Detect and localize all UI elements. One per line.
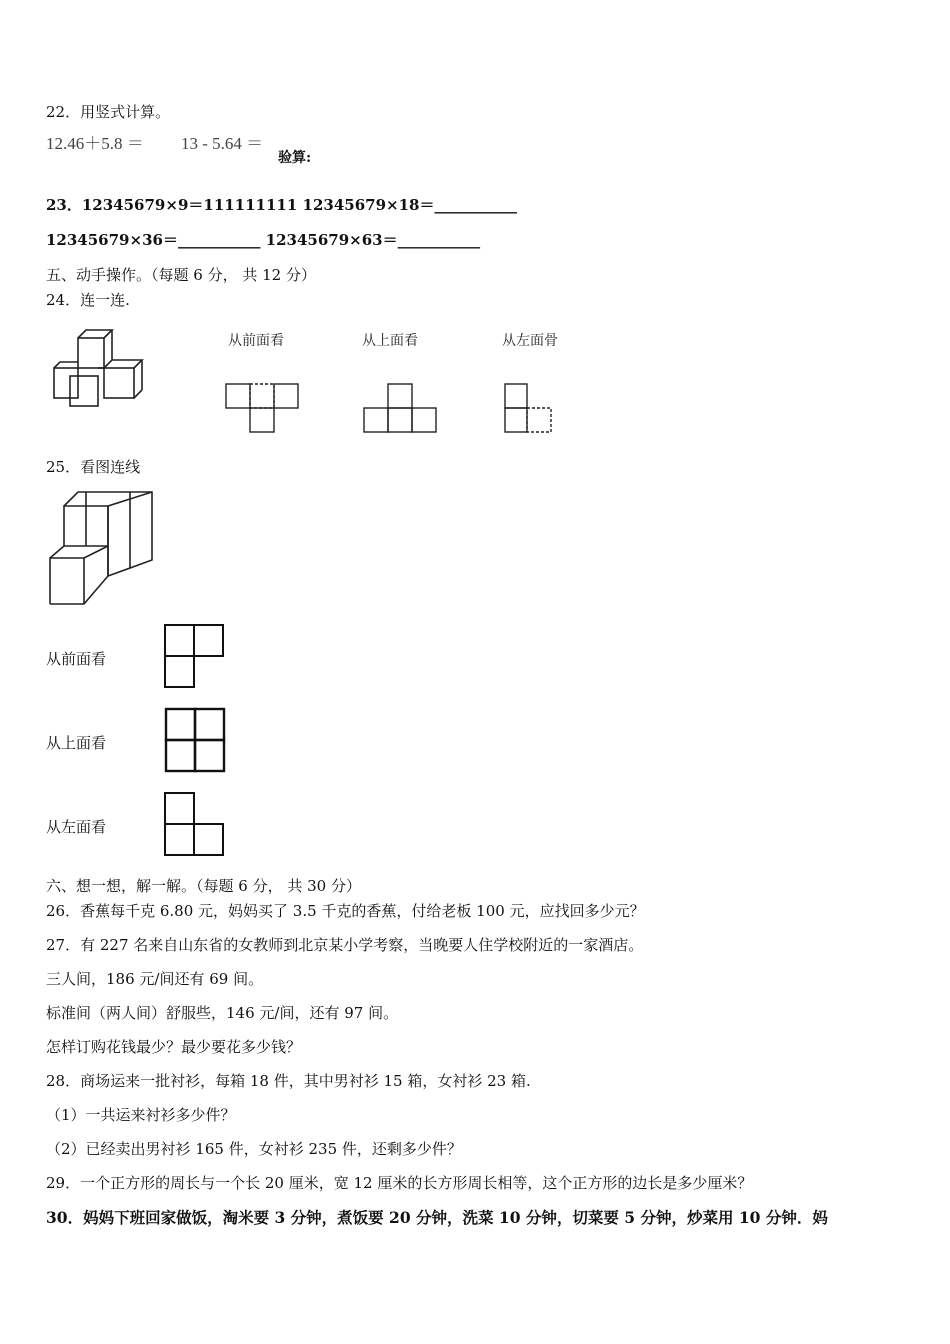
q24-view-shape-1[interactable]	[224, 380, 304, 436]
q24-view-label-top: 从上面看	[362, 333, 418, 349]
q29-text: 29．一个正方形的周长与一个长 20 厘米，宽 12 厘米的长方形周长相等，这个正方形的边长是多少厘米？	[46, 1174, 753, 1192]
q25-title: 25．看图连线	[46, 458, 141, 476]
q24-cube-figure	[48, 326, 158, 410]
q22-verify-label: 验算:	[278, 150, 312, 166]
q28-line-1: 28．商场运来一批衬衫，每箱 18 件，其中男衬衫 15 箱，女衬衫 23 箱.	[46, 1072, 531, 1090]
q24-view-label-front: 从前面看	[228, 333, 284, 349]
q25-view-label-front: 从前面看	[46, 650, 107, 668]
q23-line-1: 23．12345679×9＝111111111 12345679×18＝___________	[46, 196, 517, 214]
q27-line-1: 27．有 227 名来自山东省的女教师到北京某小学考察，当晚要人住学校附近的一家酒店。	[46, 936, 644, 954]
q27-line-2: 三人间，186 元/间还有 69 间。	[46, 970, 264, 988]
q25-view-label-top: 从上面看	[46, 734, 107, 752]
q28-line-3: （2）已经卖出男衬衫 165 件，女衬衫 235 件，还剩多少件？	[46, 1140, 462, 1158]
q25-view-shape-2[interactable]	[163, 706, 229, 774]
q25-cube-figure	[46, 490, 158, 608]
q24-title: 24．连一连.	[46, 291, 130, 309]
q22-title: 22．用竖式计算。	[46, 103, 171, 121]
q27-line-4: 怎样订购花钱最少？最少要花多少钱？	[46, 1038, 302, 1056]
q22-expression-2: 13 - 5.64 ＝	[181, 134, 264, 153]
q26-text: 26．香蕉每千克 6.80 元，妈妈买了 3.5 千克的香蕉，付给老板 100 元，应找回多少元？	[46, 902, 645, 920]
q23-line-2: 12345679×36＝___________ 12345679×63＝___________	[46, 231, 481, 249]
q25-view-label-left: 从左面看	[46, 818, 107, 836]
q28-line-2: （1）一共运来衬衫多少件？	[46, 1106, 236, 1124]
q30-text: 30．妈妈下班回家做饭，淘米要 3 分钟，煮饭要 20 分钟，洗菜 10 分钟，切菜要 5 分钟，炒菜用 10 分钟．妈	[46, 1208, 828, 1227]
q22-expression-1: 12.46＋5.8 ＝	[46, 134, 144, 153]
section-6-heading: 六、想一想，解一解。（每题 6 分， 共 30 分）	[46, 877, 361, 895]
q25-view-shape-3[interactable]	[163, 790, 227, 858]
q24-view-label-left: 从左面骨	[502, 333, 558, 349]
q25-view-shape-1[interactable]	[163, 622, 227, 690]
q27-line-3: 标准间（两人间）舒服些，146 元/间，还有 97 间。	[46, 1004, 399, 1022]
q24-view-shape-3[interactable]	[502, 380, 558, 436]
section-5-heading: 五、动手操作。（每题 6 分， 共 12 分）	[46, 266, 316, 284]
q24-view-shape-2[interactable]	[362, 380, 442, 436]
